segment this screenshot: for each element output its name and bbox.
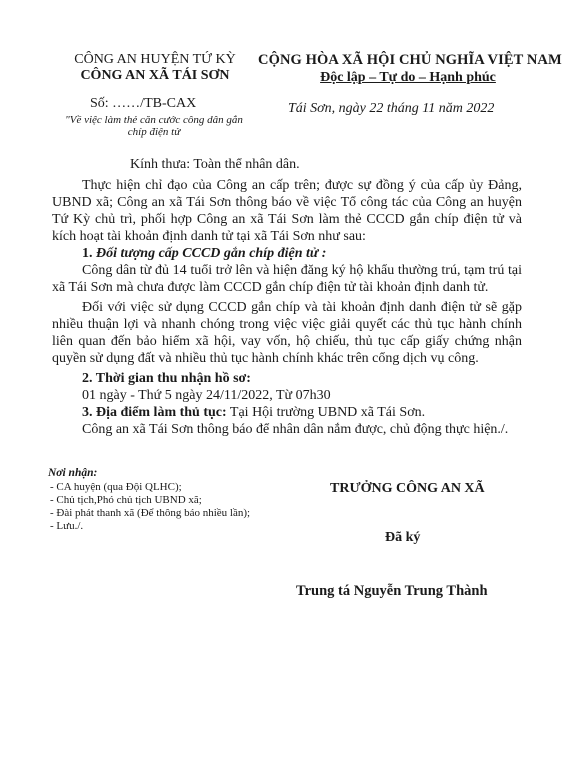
document-number: Số: ……/TB-CAX — [90, 96, 197, 111]
recipients-block — [48, 467, 250, 533]
section-2-paragraph: 01 ngày - Thứ 5 ngày 24/11/2022, Từ 07h30 — [82, 388, 331, 403]
intro-paragraph: Thực hiện chỉ đạo của Công an cấp trên; được sự đồng ý của cấp ủy Đảng, UBND xã; Công an xã Tái Sơn thông báo về việc Tổ công tác của Công an huyện Tứ Kỳ chủ trì, phối hợp Công an xã Tái Sơn làm thẻ CCCD gắn chíp điện tử và kích hoạt tài khoản định danh tử tại xã Tái Sơn như sau: — [52, 178, 522, 244]
signer-title: TRƯỞNG CÔNG AN XÃ — [330, 481, 485, 496]
recipient-item: - Chủ tịch,Phó chủ tịch UBND xã; — [50, 494, 202, 506]
place-and-date: Tái Sơn, ngày 22 tháng 11 năm 2022 — [288, 101, 495, 116]
section-2-heading: 2. Thời gian thu nhận hồ sơ: — [82, 371, 251, 386]
section-1-heading — [82, 245, 522, 262]
recipient-item: - CA huyện (qua Đội QLHC); — [50, 481, 182, 493]
document-subject: "Về việc làm thẻ căn cước công dân gắn chíp điện tử — [65, 114, 243, 138]
document-body — [52, 156, 522, 438]
organization-name: CÔNG AN XÃ TÁI SƠN — [80, 68, 230, 83]
national-motto: Độc lập – Tự do – Hạnh phúc — [320, 70, 496, 85]
section-1-paragraph-1: Công dân từ đủ 14 tuổi trở lên và hiện đăng ký hộ khẩu thường trú, tạm trú tại xã Tái Sơn mà chưa được làm CCCD gắn chíp điện tử tài khoản định danh tử. — [52, 263, 522, 295]
parent-organization: CÔNG AN HUYỆN TỨ KỲ — [74, 52, 236, 67]
section-3-heading: 3. Địa điểm làm thủ tục: — [82, 405, 227, 420]
section-3-value: Tại Hội trường UBND xã Tái Sơn. — [226, 405, 426, 420]
recipients-title: Nơi nhận: — [48, 467, 98, 479]
section-1-number: 1. — [82, 246, 96, 261]
closing-paragraph: Công an xã Tái Sơn thông báo để nhân dân nắm được, chủ động thực hiện./. — [82, 422, 509, 437]
signed-status: Đã ký — [385, 530, 421, 545]
recipient-item: - Đài phát thanh xã (Để thông báo nhiều lần); — [50, 507, 251, 519]
issuing-organization — [55, 52, 255, 84]
section-1-paragraph-2: Đối với việc sử dụng CCCD gắn chíp và tài khoản định danh điện tử sẽ gặp nhiều thuận lợi và nhanh chóng trong việc việc giải quyết các thủ tục hành chính liên quan đến bảo hiểm xã hội, vay vốn, hộ chiếu, thủ tục cấp giấy chứng nhận quyền sử dụng đất và nhiều thủ tục hành chính khác trên cổng dịch vụ công. — [52, 300, 522, 366]
signer-name: Trung tá Nguyễn Trung Thành — [296, 583, 488, 599]
national-title: CỘNG HÒA XÃ HỘI CHỦ NGHĨA VIỆT NAM — [258, 52, 562, 68]
greeting: Kính thưa: Toàn thể nhân dân. — [130, 157, 300, 172]
section-3-line — [52, 404, 522, 421]
national-header — [258, 52, 562, 86]
section-1-title: Đối tượng cấp CCCD gắn chíp điện tử : — [96, 246, 327, 261]
recipient-item: - Lưu./. — [50, 520, 84, 532]
